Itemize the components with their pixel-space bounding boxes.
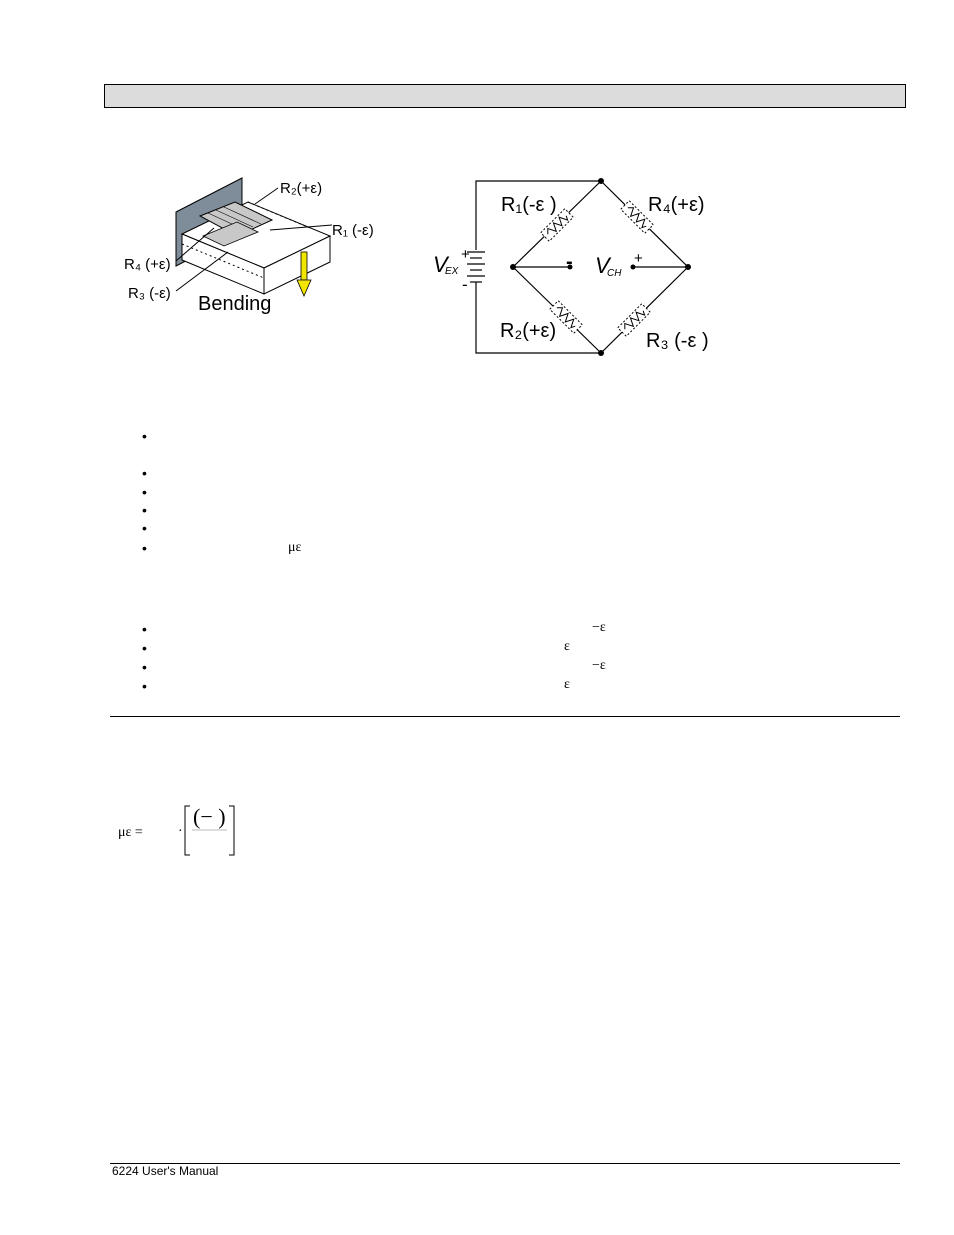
section-header-bar [104, 84, 906, 108]
formula-numerator: (− ) [193, 804, 226, 829]
footer-manual-title: 6224 User's Manual [112, 1164, 219, 1178]
formula-dot: · [178, 824, 183, 839]
label-bridge-r1: R₁(-ε ) [501, 194, 557, 216]
label-vch: V [595, 253, 610, 278]
label-bridge-r4: R₄(+ε) [648, 194, 705, 216]
label-vch-sub: CH [607, 268, 622, 279]
list-bullet: • [142, 640, 147, 656]
force-arrow-shaft [301, 252, 307, 280]
vch-plus-sign: + [634, 250, 643, 267]
bending-beam-figure [110, 170, 400, 320]
footer-rule [110, 1163, 900, 1164]
list-bullet: • [142, 520, 147, 536]
force-arrow-head [297, 280, 311, 296]
node-right [685, 264, 691, 270]
node-left [510, 264, 516, 270]
vch-minus-sign: - [566, 251, 573, 273]
strain-symbol-r4: ε [564, 677, 570, 692]
battery-minus-sign: - [462, 275, 468, 294]
node-bottom [598, 350, 604, 356]
battery-plus-sign: + [461, 246, 470, 263]
label-r4: R₄ (+ε) [124, 256, 171, 273]
list-bullet: • [142, 540, 147, 556]
bridge-circuit-figure [420, 170, 720, 360]
bending-caption: Bending [198, 293, 272, 315]
strain-symbol-r2: ε [564, 639, 570, 654]
microstrain-symbol: με [288, 540, 302, 555]
list-bullet: • [142, 659, 147, 675]
list-bullet: • [142, 428, 147, 444]
label-r1: R₁ (-ε) [332, 222, 374, 239]
list-bullet: • [142, 502, 147, 518]
label-bridge-r3: R₃ (-ε ) [646, 330, 709, 352]
list-bullet: • [142, 484, 147, 500]
list-bullet: • [142, 465, 147, 481]
label-bridge-r2: R₂(+ε) [500, 320, 557, 342]
list-bullet: • [142, 621, 147, 637]
list-bullet: • [142, 678, 147, 694]
strain-symbol-r3: −ε [592, 658, 606, 673]
strain-symbol-r1: −ε [592, 620, 606, 635]
label-r2: R₂(+ε) [280, 180, 323, 197]
section-divider [110, 716, 900, 717]
label-vex-sub: EX [445, 266, 459, 277]
label-r3: R₃ (-ε) [128, 285, 171, 302]
formula-lhs: με = [118, 825, 143, 840]
label-vex: V [433, 252, 448, 277]
node-top [598, 178, 604, 184]
